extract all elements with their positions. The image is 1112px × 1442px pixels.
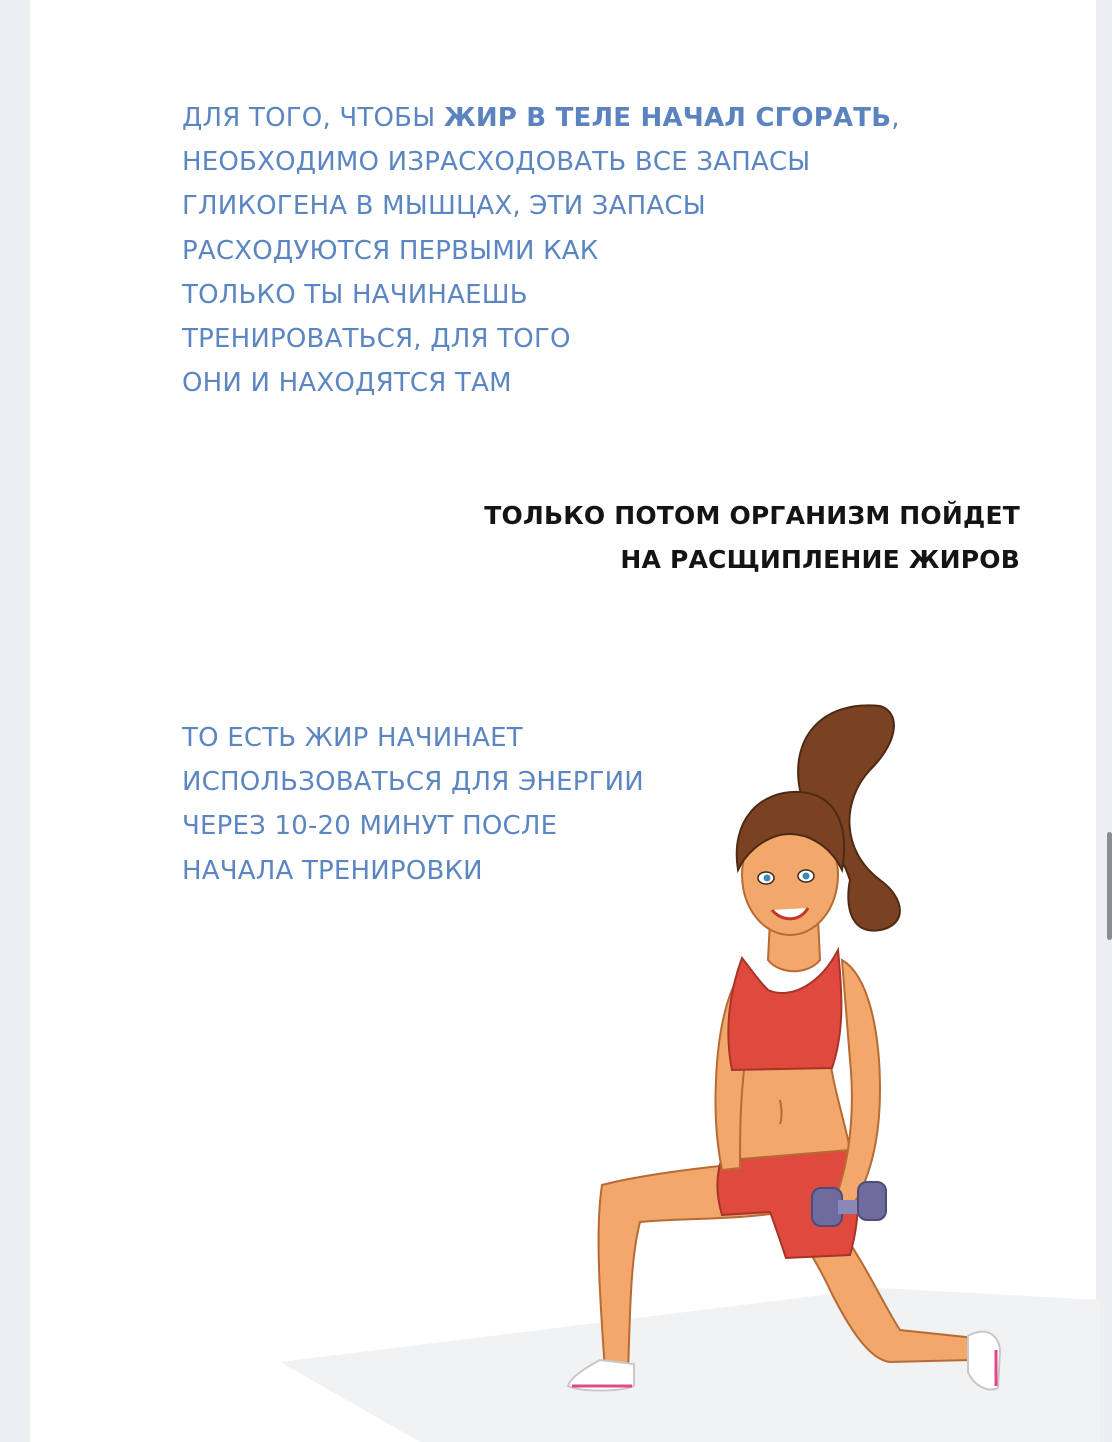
text-line: ИСПОЛЬЗОВАТЬСЯ ДЛЯ ЭНЕРГИИ (182, 767, 644, 798)
woman-lunge-dumbbells-illustration (270, 690, 1112, 1442)
text-block-fat-splitting (484, 494, 1020, 582)
text-line: ЧЕРЕЗ 10-20 МИНУТ ПОСЛЕ (182, 811, 558, 842)
emphasis-fat-burning: ЖИР В ТЕЛЕ НАЧАЛ СГОРАТЬ (443, 103, 892, 133)
text-line: ОНИ И НАХОДЯТСЯ ТАМ (182, 368, 512, 399)
text-line (182, 96, 900, 140)
text-fragment: , (891, 103, 900, 133)
text-block-glycogen (182, 96, 900, 405)
text-line: ГЛИКОГЕНА В МЫШЦАХ, ЭТИ ЗАПАСЫ (182, 191, 706, 222)
text-line: ТОЛЬКО ТЫ НАЧИНАЕШЬ (182, 279, 528, 310)
text-line: НАЧАЛА ТРЕНИРОВКИ (182, 855, 483, 886)
text-line: ТО ЕСТЬ ЖИР НАЧИНАЕТ (182, 723, 523, 753)
text-line: ТОЛЬКО ПОТОМ ОРГАНИЗМ ПОЙДЕТ (484, 501, 1020, 530)
right-pupil (803, 873, 810, 880)
text-fragment: ДЛЯ ТОГО, ЧТОБЫ (182, 103, 444, 133)
left-pupil (764, 875, 771, 882)
text-line: НЕОБХОДИМО ИЗРАСХОДОВАТЬ ВСЕ ЗАПАСЫ (182, 147, 811, 178)
text-line: НА РАСЩИПЛЕНИЕ ЖИРОВ (620, 545, 1020, 575)
text-line: РАСХОДУЮТСЯ ПЕРВЫМИ КАК (182, 235, 599, 266)
text-line: ТРЕНИРОВАТЬСЯ, ДЛЯ ТОГО (182, 324, 571, 355)
